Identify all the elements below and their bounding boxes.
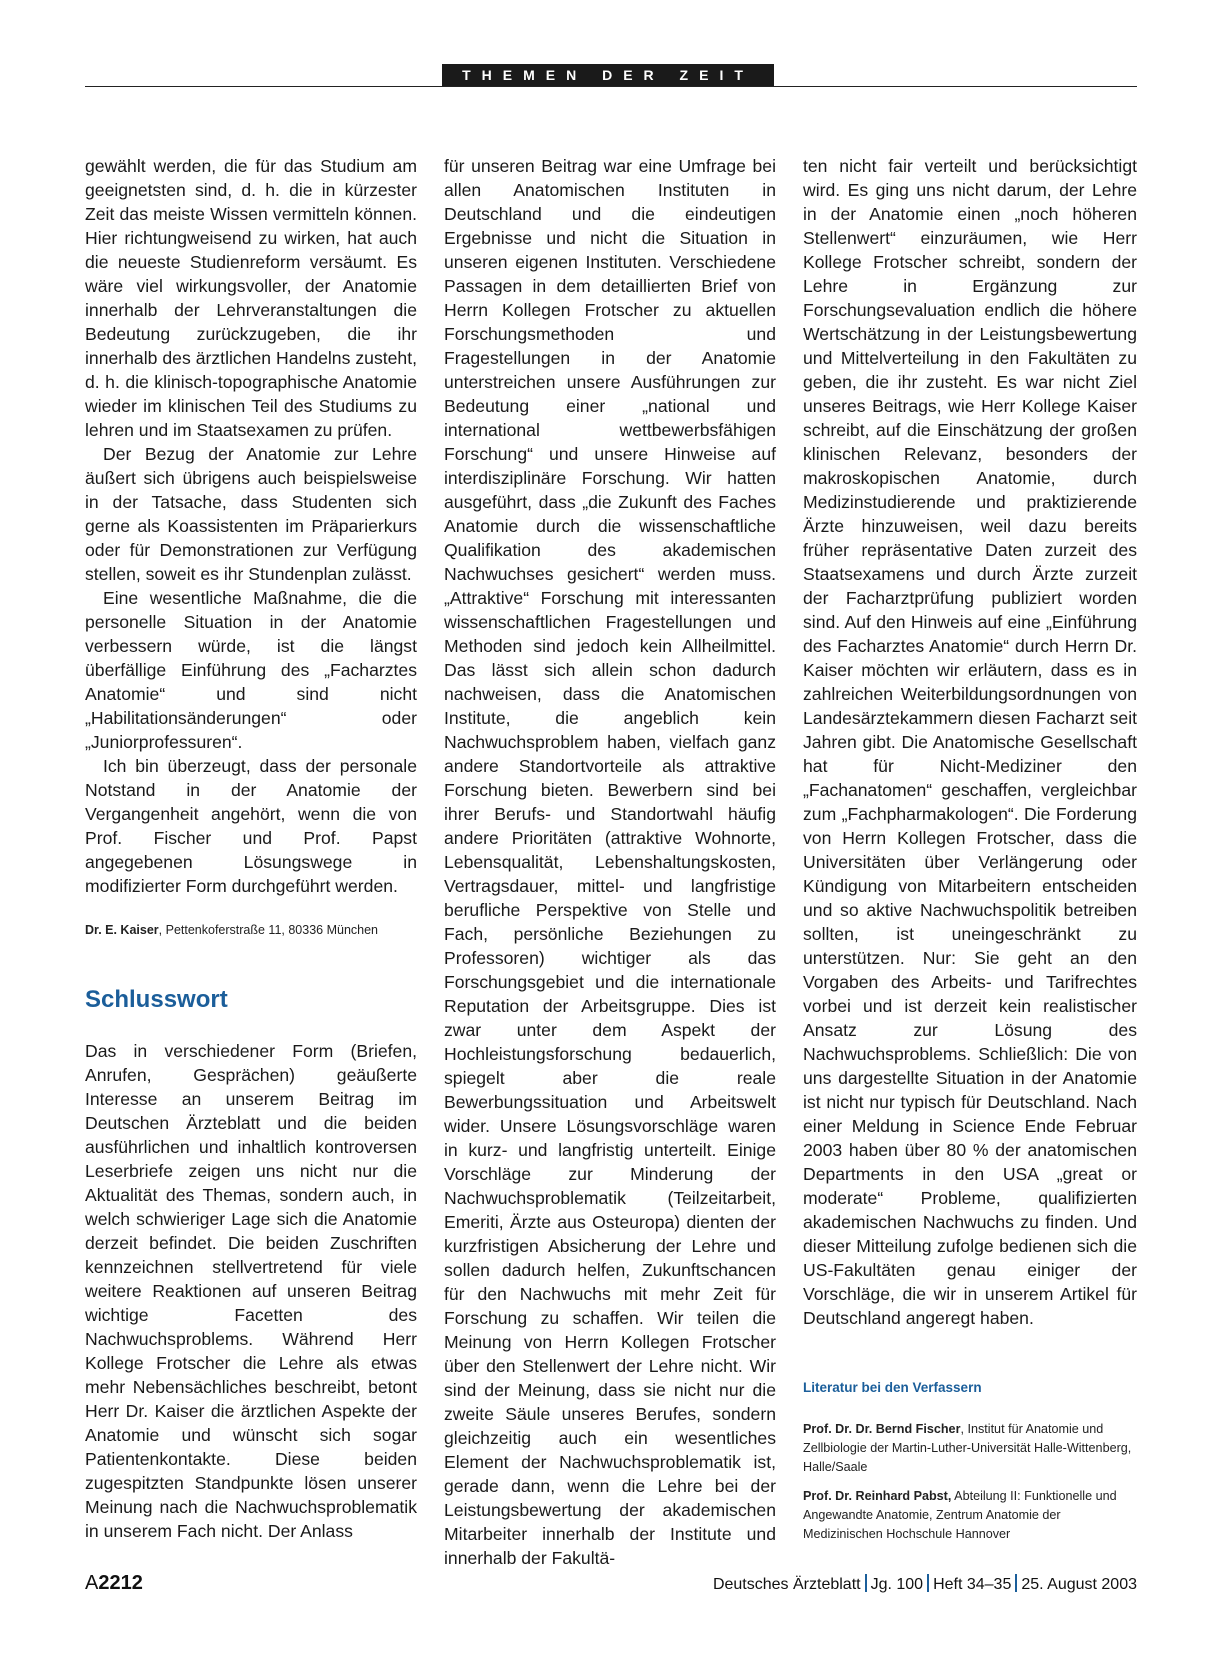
letter-signature	[85, 923, 378, 937]
paragraph: Ich bin überzeugt, dass der personale Notstand in der Anatomie der Vergangenheit angehört, wenn die von Prof. Fischer und Prof. Papst angegebenen Lösungswege in modifizierter Form durchgeführt werden.	[85, 756, 417, 896]
page-number	[85, 1572, 143, 1595]
footer-separator	[927, 1574, 929, 1592]
column-2	[444, 154, 776, 1570]
paragraph: ten nicht fair verteilt und berücksichtigt wird. Es ging uns nicht darum, der Lehre in der Anatomie einen „noch höheren Stellenwert“ einzuräumen, wie Herr Kollege Frotscher schreibt, sondern der Lehre in Ergänzung zur Forschungsevaluation endlich die höhere Wertschätzung in der Leistungsbewertung und Mittelverteilung in den Fakultäten zu geben, die ihr zusteht. Es war nicht Ziel unseres Beitrags, wie Herr Kollege Kaiser schreibt, auf die Einschätzung der großen klinischen Relevanz, besonders der makroskopischen Anatomie, durch Medizinstudierende und praktizierende Ärzte hinzuweisen, weil dazu bereits früher repräsentative Daten zurzeit des Staatsexamens und durch Ärzte zurzeit der Facharztprüfung publiziert worden sind. Auf den Hinweis auf eine „Einführung des Facharztes Anatomie“ durch Herrn Dr. Kaiser möchten wir erläutern, dass es in zahlreichen Weiterbildungsordnungen von Landesärztekammern diesen Facharzt seit Jahren gibt. Die Anatomische Gesellschaft hat für Nicht-Mediziner den „Fachanatomen“ geschaffen, vergleichbar zum „Fachpharmakologen“. Die Forderung von Herrn Kollegen Frotscher, dass die Universitäten über Verlängerung oder Kündigung von Mitarbeitern entscheiden und so aktive Nachwuchspolitik betreiben sollten, ist uneingeschränkt zu unterstützen. Nur: Sie geht an den Vorgaben des Arbeits- und Tarifrechtes vorbei und ist derzeit kein realistischer Ansatz zur Lösung des Nachwuchsproblems. Schließlich: Die von uns dargestellte Situation in der Anatomie ist nicht nur typisch für Deutschland. Nach einer Meldung in Science Ende Februar 2003 haben über 80 % der anatomischen Departments in den USA „great or moderate“ Probleme, qualifizierten akademischen Nachwuchs zu finden. Und dieser Mitteilung zufolge bedienen sich die US-Fakultäten genau einiger der Vorschläge, die wir in unserem Artikel für Deutschland angeregt haben.	[803, 156, 1137, 1328]
paragraph: Eine wesentliche Maßnahme, die die personelle Situation in der Anatomie verbessern würde, ist die längst überfällige Einführung des „Facharztes Anatomie“ und sind nicht „Habilitationsänderungen“ oder „Juniorprofessuren“.	[85, 588, 417, 752]
footer-separator	[865, 1574, 867, 1592]
page-prefix: A	[85, 1572, 99, 1594]
paragraph: Das in verschiedener Form (Briefen, Anrufen, Gesprächen) geäußerte Interesse an unserem Beitrag im Deutschen Ärzteblatt und die beiden ausführlichen und inhaltlich kontroversen Leserbriefe zeigen uns nicht nur die Aktualität des Themas, sondern auch, in welch schwieriger Lage sich die Anatomie derzeit befindet. Die beiden Zuschriften kennzeichnen stellvertretend für viele weitere Reaktionen auf unseren Beitrag wichtige Facetten des Nachwuchsproblems. Während Herr Kollege Frotscher die Lehre als etwas mehr Nebensächliches beschreibt, betont Herr Dr. Kaiser die ärztlichen Aspekte der Anatomie und wünscht sich sogar Patientenkontakte. Diese beiden zugespitzten Standpunkte lösen unserer Meinung nach die Nachwuchsproblematik in unserem Fach nicht. Der Anlass	[85, 1041, 417, 1541]
signature-address: , Pettenkoferstraße 11, 80336 München	[158, 923, 379, 937]
header-rule	[85, 86, 1137, 87]
journal-name: Deutsches Ärzteblatt	[712, 1576, 861, 1593]
section-heading: Schlusswort	[85, 986, 228, 1013]
author-name: Prof. Dr. Dr. Bernd Fischer	[803, 1422, 961, 1436]
schlusswort-text	[85, 1039, 417, 1543]
column-3	[803, 154, 1137, 1330]
journal-footer	[713, 1574, 1137, 1594]
column-1	[85, 154, 417, 898]
footer-separator	[1015, 1574, 1017, 1592]
section-header: THEMEN DER ZEIT	[442, 64, 774, 86]
author-affiliation: Abteilung II: Funktionelle und Angewandte Anatomie, Zentrum Anatomie der Medizinischen Hochschule Hannover	[803, 1489, 1117, 1541]
paragraph: Der Bezug der Anatomie zur Lehre äußert sich übrigens auch beispielsweise in der Tatsache, dass Studenten sich gerne als Koassistenten im Präparierkurs oder für Demonstrationen zur Verfügung stellen, soweit es ihr Stundenplan zulässt.	[85, 444, 417, 584]
paragraph: für unseren Beitrag war eine Umfrage bei allen Anatomischen Instituten in Deutschland und die eindeutigen Ergebnisse und nicht die Situation in unseren eigenen Instituten. Verschiedene Passagen in dem detaillierten Brief von Herrn Kollegen Frotscher zu aktuellen Forschungsmethoden und Fragestellungen in der Anatomie unterstreichen unsere Ausführungen zur Bedeutung einer „national und international wettbewerbsfähigen Forschung“ und unsere Hinweise auf interdisziplinäre Forschung. Wir hatten ausgeführt, dass „die Zukunft des Faches Anatomie durch die wissenschaftliche Qualifikation des akademischen Nachwuchses gesichert“ werden muss. „Attraktive“ Forschung mit interessanten wissenschaftlichen Fragestellungen und Methoden sind jedoch kein Allheilmittel. Das lässt sich allein schon dadurch nachweisen, dass die Anatomischen Institute, die angeblich kein Nachwuchsproblem haben, vielfach ganz andere Standortvorteile als attraktive Forschung bieten. Bewerbern sind bei ihrer Berufs- und Standortwahl häufig andere Prioritäten (attraktive Wohnorte, Lebensqualität, Lebenshaltungskosten, Vertragsdauer, mittel- und langfristige berufliche Perspektive von Stelle und Fach, persönliche Beziehungen zu Professoren) wichtiger als das Forschungsgebiet und die internationale Reputation der Arbeitsgruppe. Dies ist zwar unter dem Aspekt der Hochleistungsforschung bedauerlich, spiegelt aber die reale Bewerbungssituation und Arbeitswelt wider. Unsere Lösungsvorschläge waren in kurz- und langfristig unterteilt. Einige Vorschläge zur Minderung der Nachwuchsproblematik (Teilzeitarbeit, Emeriti, Ärzte aus Osteuropa) dienten der kurzfristigen Absicherung der Lehre und sollen dadurch helfen, Zukunftschancen für den Nachwuchs mit mehr Zeit für Forschung zu schaffen. Wir teilen die Meinung von Herrn Kollegen Frotscher über den Stellenwert der Lehre nicht. Wir sind der Meinung, dass sie nicht nur die zweite Säule unseres Berufes, sondern gleichzeitig auch ein wesentliches Element der Nachwuchsproblematik ist, gerade dann, wenn die Lehre bei der Leistungsbewertung der akademischen Mitarbeiter innerhalb der Institute und innerhalb der Fakultä-	[444, 156, 776, 1568]
journal-issue: Heft 34–35	[933, 1576, 1012, 1593]
paragraph: gewählt werden, die für das Studium am geeignetsten sind, d. h. die in kürzester Zeit das meiste Wissen vermitteln können. Hier richtungweisend zu wirken, hat auch die neueste Studienreform versäumt. Es wäre viel wirkungsvoller, der Anatomie innerhalb der Lehrveranstaltungen die Bedeutung zurückzugeben, die ihr innerhalb des ärztlichen Handelns zusteht, d. h. die klinisch-topographische Anatomie wieder im klinischen Teil des Studiums zu lehren und im Staatsexamen zu prüfen.	[85, 156, 417, 440]
author-info	[803, 1420, 1137, 1477]
page-number-value: 2212	[98, 1572, 143, 1594]
journal-date: 25. August 2003	[1021, 1576, 1137, 1593]
author-name: Prof. Dr. Reinhard Pabst,	[803, 1489, 952, 1503]
literature-note: Literatur bei den Verfassern	[803, 1380, 982, 1395]
journal-volume: Jg. 100	[870, 1576, 924, 1593]
author-affiliation: , Institut für Anatomie und Zellbiologie der Martin-Luther-Universität Halle-Wittenberg, Halle/Saale	[803, 1422, 1132, 1474]
author-info	[803, 1487, 1137, 1544]
signature-name: Dr. E. Kaiser	[85, 923, 159, 937]
